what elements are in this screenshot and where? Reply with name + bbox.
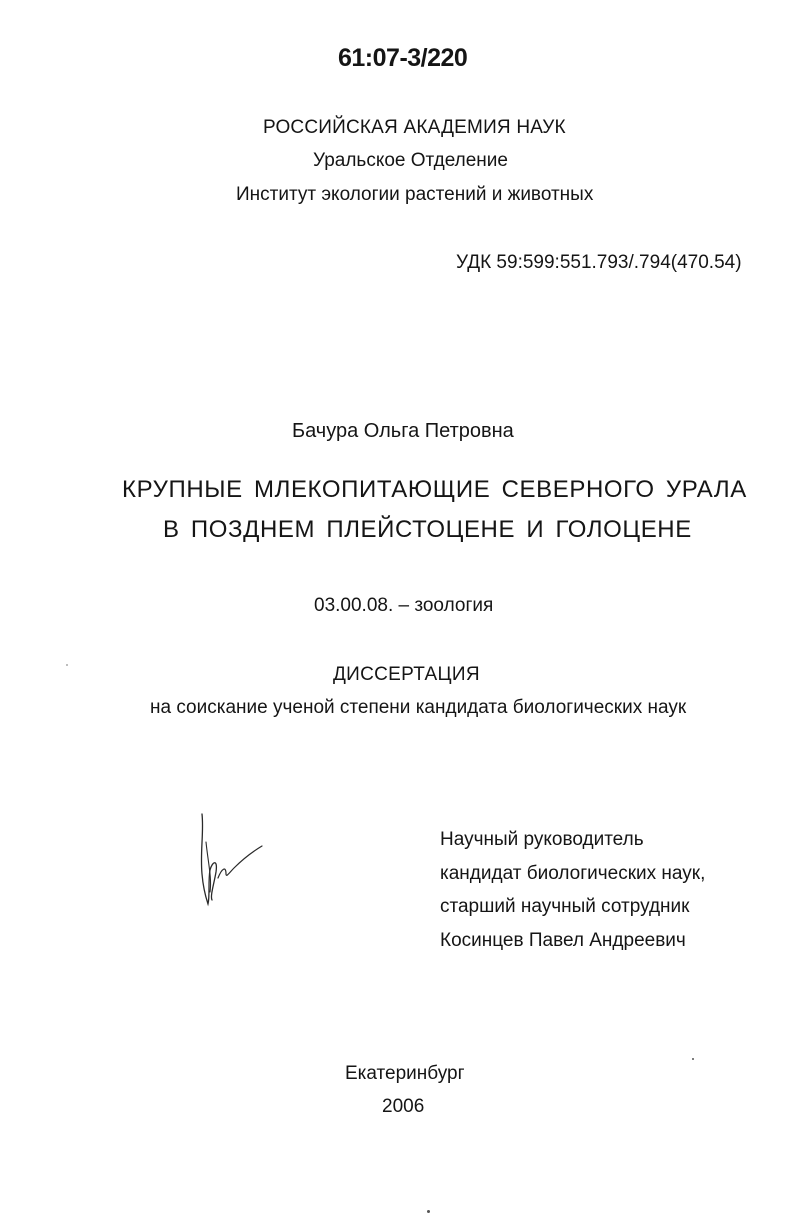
supervisor-position: старший научный сотрудник (440, 896, 690, 917)
thesis-title-line-2: В ПОЗДНЕМ ПЛЕЙСТОЦЕНЕ И ГОЛОЦЕНЕ (163, 516, 692, 543)
degree-purpose: на соискание ученой степени кандидата биологических наук (150, 697, 687, 718)
supervisor-role: Научный руководитель (440, 829, 644, 850)
year: 2006 (382, 1096, 425, 1117)
city: Екатеринбург (345, 1063, 465, 1084)
scan-speck (427, 1210, 430, 1213)
handwritten-signature (196, 812, 266, 908)
scan-speck (66, 664, 68, 666)
udk-code: УДК 59:599:551.793/.794(470.54) (456, 252, 742, 273)
specialty-code: 03.00.08. – зоология (314, 595, 494, 616)
thesis-title-line-1: КРУПНЫЕ МЛЕКОПИТАЮЩИЕ СЕВЕРНОГО УРАЛА (122, 476, 747, 503)
scan-speck (692, 1058, 694, 1060)
supervisor-degree: кандидат биологических наук, (440, 863, 706, 884)
academy-name: РОССИЙСКАЯ АКАДЕМИЯ НАУК (263, 117, 566, 138)
institute-name: Институт экологии растений и животных (236, 184, 594, 205)
library-code-number: 61:07-3/220 (338, 44, 468, 72)
document-type: ДИССЕРТАЦИЯ (333, 664, 480, 685)
author-name: Бачура Ольга Петровна (292, 420, 514, 442)
supervisor-name: Косинцев Павел Андреевич (440, 930, 686, 951)
branch-name: Уральское Отделение (313, 150, 508, 171)
